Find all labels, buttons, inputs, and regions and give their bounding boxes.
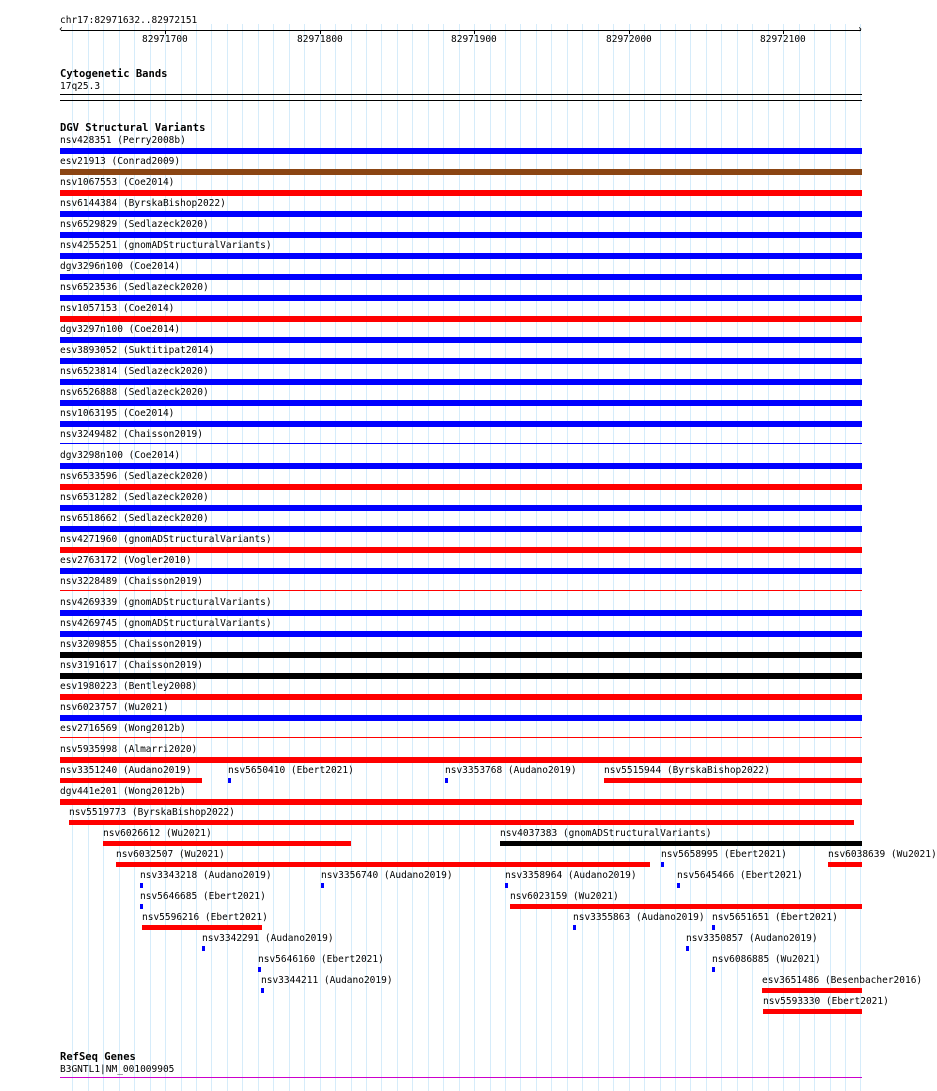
- variant-feature-bar[interactable]: [60, 737, 862, 738]
- variant-label[interactable]: nsv3343218 (Audano2019): [140, 870, 272, 881]
- grid-line: [860, 24, 861, 1091]
- grid-line: [830, 24, 831, 1091]
- variant-label[interactable]: nsv4271960 (gnomADStructuralVariants): [60, 534, 272, 545]
- variant-feature-bar[interactable]: [60, 590, 862, 591]
- variant-feature-bar[interactable]: [60, 778, 202, 783]
- variant-label[interactable]: nsv6086885 (Wu2021): [712, 954, 821, 965]
- variant-label[interactable]: dgv3297n100 (Coe2014): [60, 324, 181, 335]
- variant-label[interactable]: nsv3342291 (Audano2019): [202, 933, 334, 944]
- dgv-title: DGV Structural Variants: [60, 122, 206, 134]
- variant-feature-bar[interactable]: [686, 946, 689, 951]
- variant-label[interactable]: nsv5646685 (Ebert2021): [140, 891, 266, 902]
- variant-feature-bar[interactable]: [60, 316, 862, 322]
- variant-label[interactable]: nsv6518662 (Sedlazeck2020): [60, 513, 209, 524]
- variant-feature-bar[interactable]: [712, 925, 715, 930]
- variant-feature-bar[interactable]: [60, 694, 862, 700]
- grid-line: [304, 24, 305, 1091]
- grid-line: [799, 24, 800, 1091]
- variant-feature-bar[interactable]: [142, 925, 262, 930]
- variant-feature-bar[interactable]: [60, 673, 862, 679]
- grid-line: [459, 24, 460, 1091]
- variant-label[interactable]: dgv3296n100 (Coe2014): [60, 261, 181, 272]
- variant-feature-bar[interactable]: [60, 379, 862, 385]
- variant-label[interactable]: nsv6023159 (Wu2021): [510, 891, 619, 902]
- grid-line: [551, 24, 552, 1091]
- grid-line: [443, 24, 444, 1091]
- grid-line: [505, 24, 506, 1091]
- grid-line: [520, 24, 521, 1091]
- variant-label[interactable]: nsv5658995 (Ebert2021): [661, 849, 787, 860]
- variant-label[interactable]: nsv3350857 (Audano2019): [686, 933, 818, 944]
- grid-line: [381, 24, 382, 1091]
- variant-feature-bar[interactable]: [60, 211, 862, 217]
- variant-label[interactable]: nsv5519773 (ByrskaBishop2022): [69, 807, 235, 818]
- variant-feature-bar[interactable]: [60, 232, 862, 238]
- gene-feature[interactable]: [60, 1077, 862, 1078]
- ruler-tick-label: 82972100: [760, 34, 806, 45]
- grid-line: [242, 24, 243, 1091]
- variant-feature-bar[interactable]: [258, 967, 261, 972]
- variant-feature-bar[interactable]: [445, 778, 448, 783]
- variant-feature-bar[interactable]: [661, 862, 664, 867]
- grid-line: [675, 24, 676, 1091]
- variant-label[interactable]: nsv6529829 (Sedlazeck2020): [60, 219, 209, 230]
- variant-label[interactable]: nsv6531282 (Sedlazeck2020): [60, 492, 209, 503]
- variant-label[interactable]: nsv3351240 (Audano2019): [60, 765, 192, 776]
- variant-label[interactable]: esv3651486 (Besenbacher2016): [762, 975, 923, 986]
- variant-label[interactable]: nsv428351 (Perry2008b): [60, 135, 186, 146]
- locus-label: chr17:82971632..82972151: [60, 15, 198, 26]
- variant-label[interactable]: dgv441e201 (Wong2012b): [60, 786, 186, 797]
- ruler-tick-label: 82971800: [297, 34, 343, 45]
- variant-feature-bar[interactable]: [60, 568, 862, 574]
- variant-feature-bar[interactable]: [60, 148, 862, 154]
- variant-feature-bar[interactable]: [60, 715, 862, 721]
- variant-label[interactable]: nsv6023757 (Wu2021): [60, 702, 169, 713]
- variant-feature-bar[interactable]: [60, 400, 862, 406]
- grid-line: [474, 24, 475, 1091]
- variant-label[interactable]: nsv6032507 (Wu2021): [116, 849, 225, 860]
- variant-feature-bar[interactable]: [60, 358, 862, 364]
- grid-line: [351, 24, 352, 1091]
- variant-feature-bar[interactable]: [573, 925, 576, 930]
- grid-line: [706, 24, 707, 1091]
- variant-feature-bar[interactable]: [103, 841, 351, 846]
- variant-feature-bar[interactable]: [60, 169, 862, 175]
- ruler-tick-label: 82971700: [142, 34, 188, 45]
- variant-feature-bar[interactable]: [60, 337, 862, 343]
- variant-feature-bar[interactable]: [140, 883, 143, 888]
- grid-line: [629, 24, 630, 1091]
- grid-line: [227, 24, 228, 1091]
- variant-label[interactable]: nsv4255251 (gnomADStructuralVariants): [60, 240, 272, 251]
- variant-label[interactable]: nsv3191617 (Chaisson2019): [60, 660, 203, 671]
- cytoband-label[interactable]: 17q25.3: [60, 81, 101, 92]
- grid-line: [428, 24, 429, 1091]
- variant-feature-bar[interactable]: [763, 1009, 862, 1014]
- variant-label[interactable]: nsv5646160 (Ebert2021): [258, 954, 384, 965]
- ruler-left-arrow-icon: ‹: [58, 24, 65, 35]
- grid-line: [752, 24, 753, 1091]
- variant-feature-bar[interactable]: [60, 190, 862, 196]
- variant-label[interactable]: nsv4269745 (gnomADStructuralVariants): [60, 618, 272, 629]
- cytoband-line: [60, 94, 862, 95]
- grid-line: [320, 24, 321, 1091]
- grid-line: [211, 24, 212, 1091]
- variant-feature-bar[interactable]: [510, 904, 862, 909]
- variant-label[interactable]: nsv5596216 (Ebert2021): [142, 912, 268, 923]
- variant-label[interactable]: nsv6526888 (Sedlazeck2020): [60, 387, 209, 398]
- variant-feature-bar[interactable]: [712, 967, 715, 972]
- variant-feature-bar[interactable]: [604, 778, 862, 783]
- cytobands-title: Cytogenetic Bands: [60, 68, 168, 80]
- grid-line: [598, 24, 599, 1091]
- variant-feature-bar[interactable]: [69, 820, 854, 825]
- grid-line: [536, 24, 537, 1091]
- grid-line: [814, 24, 815, 1091]
- variant-label[interactable]: esv21913 (Conrad2009): [60, 156, 181, 167]
- variant-feature-bar[interactable]: [140, 904, 143, 909]
- grid-line: [289, 24, 290, 1091]
- grid-line: [721, 24, 722, 1091]
- ruler-tick-label: 82971900: [451, 34, 497, 45]
- variant-label[interactable]: nsv6533596 (Sedlazeck2020): [60, 471, 209, 482]
- variant-feature-bar[interactable]: [60, 526, 862, 532]
- variant-label[interactable]: dgv3298n100 (Coe2014): [60, 450, 181, 461]
- grid-line: [335, 24, 336, 1091]
- variant-label[interactable]: nsv4037383 (gnomADStructuralVariants): [500, 828, 712, 839]
- variant-feature-bar[interactable]: [60, 799, 862, 805]
- variant-feature-bar[interactable]: [60, 443, 862, 444]
- variant-label[interactable]: nsv6523814 (Sedlazeck2020): [60, 366, 209, 377]
- grid-line: [582, 24, 583, 1091]
- variant-feature-bar[interactable]: [762, 988, 862, 993]
- variant-feature-bar[interactable]: [505, 883, 508, 888]
- variant-label[interactable]: nsv3344211 (Audano2019): [261, 975, 393, 986]
- variant-label[interactable]: nsv6144384 (ByrskaBishop2022): [60, 198, 226, 209]
- variant-feature-bar[interactable]: [116, 862, 650, 867]
- grid-line: [366, 24, 367, 1091]
- variant-feature-bar[interactable]: [228, 778, 231, 783]
- variant-feature-bar[interactable]: [677, 883, 680, 888]
- grid-line: [737, 24, 738, 1091]
- variant-feature-bar[interactable]: [261, 988, 264, 993]
- variant-feature-bar[interactable]: [60, 757, 862, 763]
- ruler-tick-label: 82972000: [606, 34, 652, 45]
- ruler-right-arrow-icon: ›: [857, 24, 864, 35]
- variant-label[interactable]: nsv3209855 (Chaisson2019): [60, 639, 203, 650]
- variant-feature-bar[interactable]: [828, 862, 862, 867]
- variant-label[interactable]: nsv4269339 (gnomADStructuralVariants): [60, 597, 272, 608]
- variant-feature-bar[interactable]: [500, 841, 862, 846]
- variant-label[interactable]: esv2716569 (Wong2012b): [60, 723, 186, 734]
- variant-label[interactable]: nsv5651651 (Ebert2021): [712, 912, 838, 923]
- grid-line: [660, 24, 661, 1091]
- variant-label[interactable]: esv2763172 (Vogler2010): [60, 555, 192, 566]
- grid-line: [644, 24, 645, 1091]
- grid-line: [412, 24, 413, 1091]
- grid-line: [783, 24, 784, 1091]
- variant-label[interactable]: nsv3356740 (Audano2019): [321, 870, 453, 881]
- variant-feature-bar[interactable]: [60, 631, 862, 637]
- variant-feature-bar[interactable]: [60, 547, 862, 553]
- variant-label[interactable]: nsv1067553 (Coe2014): [60, 177, 175, 188]
- variant-label[interactable]: nsv5650410 (Ebert2021): [228, 765, 354, 776]
- variant-label[interactable]: nsv5935998 (Almarri2020): [60, 744, 198, 755]
- variant-label[interactable]: nsv3355863 (Audano2019): [573, 912, 705, 923]
- variant-feature-bar[interactable]: [60, 295, 862, 301]
- variant-label[interactable]: nsv3228489 (Chaisson2019): [60, 576, 203, 587]
- variant-label[interactable]: nsv5593330 (Ebert2021): [763, 996, 889, 1007]
- variant-label[interactable]: esv1980223 (Bentley2008): [60, 681, 198, 692]
- variant-label[interactable]: nsv1063195 (Coe2014): [60, 408, 175, 419]
- grid-line: [567, 24, 568, 1091]
- variant-label[interactable]: nsv6038639 (Wu2021): [828, 849, 937, 860]
- variant-label[interactable]: nsv3353768 (Audano2019): [445, 765, 577, 776]
- grid-line: [397, 24, 398, 1091]
- ruler-line: [61, 30, 861, 31]
- variant-feature-bar[interactable]: [202, 946, 205, 951]
- variant-feature-bar[interactable]: [60, 610, 862, 616]
- variant-label[interactable]: nsv3249482 (Chaisson2019): [60, 429, 203, 440]
- grid-line: [490, 24, 491, 1091]
- variant-feature-bar[interactable]: [321, 883, 324, 888]
- variant-feature-bar[interactable]: [60, 463, 862, 469]
- gene-label[interactable]: B3GNTL1|NM_001009905: [60, 1064, 175, 1075]
- variant-feature-bar[interactable]: [60, 253, 862, 259]
- variant-label[interactable]: nsv3358964 (Audano2019): [505, 870, 637, 881]
- track-divider: [60, 100, 862, 101]
- grid-line: [258, 24, 259, 1091]
- variant-label[interactable]: nsv5645466 (Ebert2021): [677, 870, 803, 881]
- variant-feature-bar[interactable]: [60, 484, 862, 490]
- variant-label[interactable]: nsv6026612 (Wu2021): [103, 828, 212, 839]
- grid-line: [845, 24, 846, 1091]
- refseq-title: RefSeq Genes: [60, 1051, 136, 1063]
- variant-label[interactable]: nsv1057153 (Coe2014): [60, 303, 175, 314]
- variant-label[interactable]: nsv5515944 (ByrskaBishop2022): [604, 765, 770, 776]
- variant-feature-bar[interactable]: [60, 421, 862, 427]
- grid-line: [690, 24, 691, 1091]
- grid-line: [613, 24, 614, 1091]
- grid-line: [768, 24, 769, 1091]
- grid-line: [273, 24, 274, 1091]
- variant-label[interactable]: nsv6523536 (Sedlazeck2020): [60, 282, 209, 293]
- grid-line: [196, 24, 197, 1091]
- variant-feature-bar[interactable]: [60, 505, 862, 511]
- variant-label[interactable]: esv3893052 (Suktitipat2014): [60, 345, 215, 356]
- variant-feature-bar[interactable]: [60, 274, 862, 280]
- variant-feature-bar[interactable]: [60, 652, 862, 658]
